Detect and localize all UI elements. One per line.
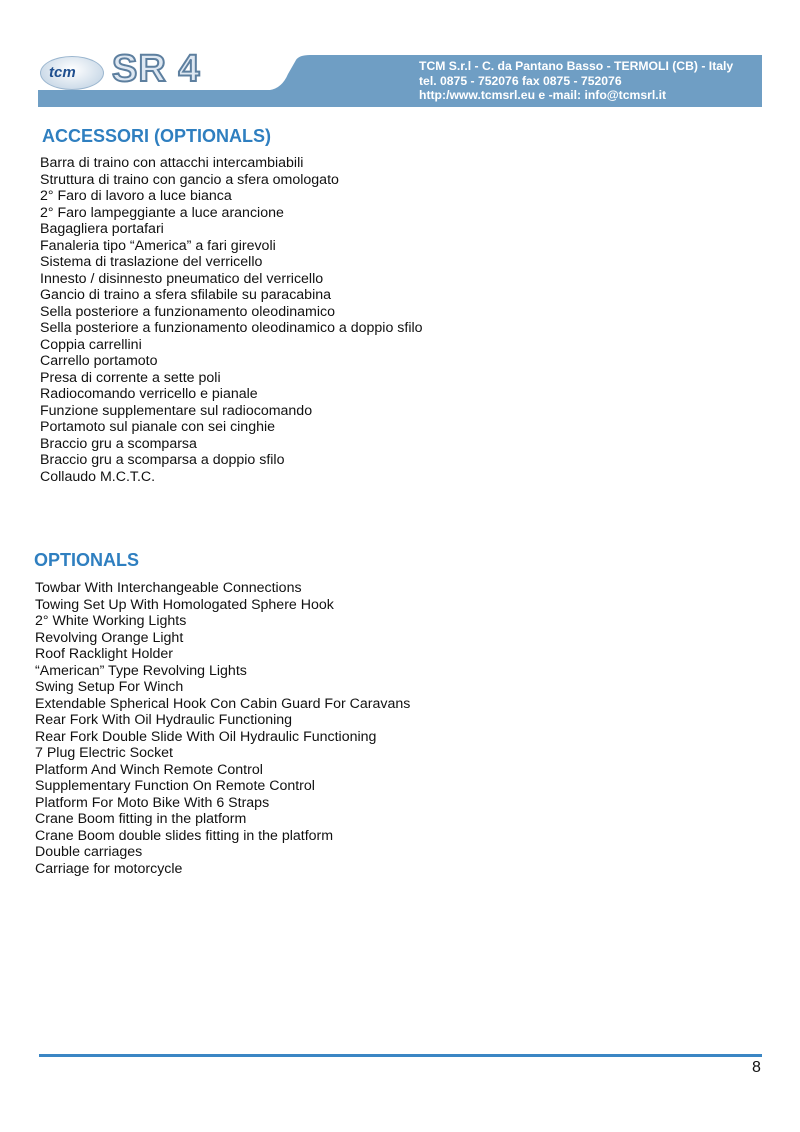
list-item: Rear Fork Double Slide With Oil Hydraulic Functioning: [35, 728, 377, 745]
footer-rule: [39, 1054, 762, 1057]
model-logo: SR 4: [112, 48, 201, 90]
list-item: Crane Boom fitting in the platform: [35, 811, 247, 827]
list-item: Bagagliera portafari: [40, 221, 164, 237]
list-item: Funzione supplementare sul radiocomando: [40, 402, 313, 419]
list-item: Sella posteriore a funzionamento oleodinamico: [40, 303, 335, 320]
list-item: Carrello portamoto: [40, 353, 158, 369]
page-number: 8: [752, 1059, 761, 1076]
tcm-logo: [40, 56, 104, 90]
list-item: Coppia carrellini: [40, 336, 142, 353]
list-item: Sella posteriore a funzionamento oleodinamico a doppio sfilo: [40, 320, 423, 336]
list-item: Extendable Spherical Hook Con Cabin Guard For Caravans: [35, 695, 411, 712]
english-optional-list: [35, 580, 410, 877]
list-item: Towing Set Up With Homologated Sphere Hook: [35, 596, 334, 613]
list-item: Sistema di traslazione del verricello: [40, 254, 263, 270]
list-item: Braccio gru a scomparsa a doppio sfilo: [40, 452, 285, 468]
contact-address: TCM S.r.l - C. da Pantano Basso - TERMOLI (CB) - Italy: [419, 59, 734, 73]
list-item: Portamoto sul pianale con sei cinghie: [40, 419, 276, 435]
list-item: Revolving Orange Light: [35, 629, 184, 646]
list-item: Barra di traino con attacchi intercambiabili: [40, 155, 304, 171]
list-item: Radiocomando verricello e pianale: [40, 386, 258, 402]
list-item: Platform For Moto Bike With 6 Straps: [35, 794, 270, 811]
list-item: 2° Faro di lavoro a luce bianca: [40, 188, 232, 204]
list-item: Crane Boom double slides fitting in the platform: [35, 827, 334, 844]
list-item: Roof Racklight Holder: [35, 646, 173, 662]
list-item: “American” Type Revolving Lights: [35, 662, 247, 679]
italian-section-title: ACCESSORI (OPTIONALS): [42, 126, 272, 146]
list-item: Carriage for motorcycle: [35, 860, 183, 877]
list-item: Swing Setup For Winch: [35, 679, 184, 695]
list-item: Presa di corrente a sette poli: [40, 369, 221, 386]
list-item: Gancio di traino a sfera sfilabile su paracabina: [40, 287, 332, 303]
list-item: 2° White Working Lights: [35, 613, 187, 629]
logo-text: tcm: [49, 64, 76, 81]
list-item: Rear Fork With Oil Hydraulic Functioning: [35, 712, 293, 728]
list-item: 2° Faro lampeggiante a luce arancione: [40, 204, 284, 221]
list-item: 7 Plug Electric Socket: [35, 745, 173, 761]
english-section-title: OPTIONALS: [34, 550, 140, 570]
list-item: Fanaleria tipo “America” a fari girevoli: [40, 237, 276, 254]
list-item: Innesto / disinnesto pneumatico del verricello: [40, 270, 324, 287]
contact-info: [419, 59, 733, 103]
list-item: Towbar With Interchangeable Connections: [35, 580, 302, 596]
list-item: Double carriages: [35, 844, 143, 860]
italian-accessory-list: [40, 155, 423, 485]
list-item: Platform And Winch Remote Control: [35, 761, 263, 778]
contact-phone: tel. 0875 - 752076 fax 0875 - 752076: [419, 73, 622, 88]
list-item: Supplementary Function On Remote Control: [35, 778, 315, 794]
list-item: Collaudo M.C.T.C.: [40, 468, 156, 485]
list-item: Struttura di traino con gancio a sfera omologato: [40, 171, 339, 188]
contact-web: http:/www.tcmsrl.eu e -mail: info@tcmsrl.it: [419, 88, 667, 102]
list-item: Braccio gru a scomparsa: [40, 435, 197, 452]
